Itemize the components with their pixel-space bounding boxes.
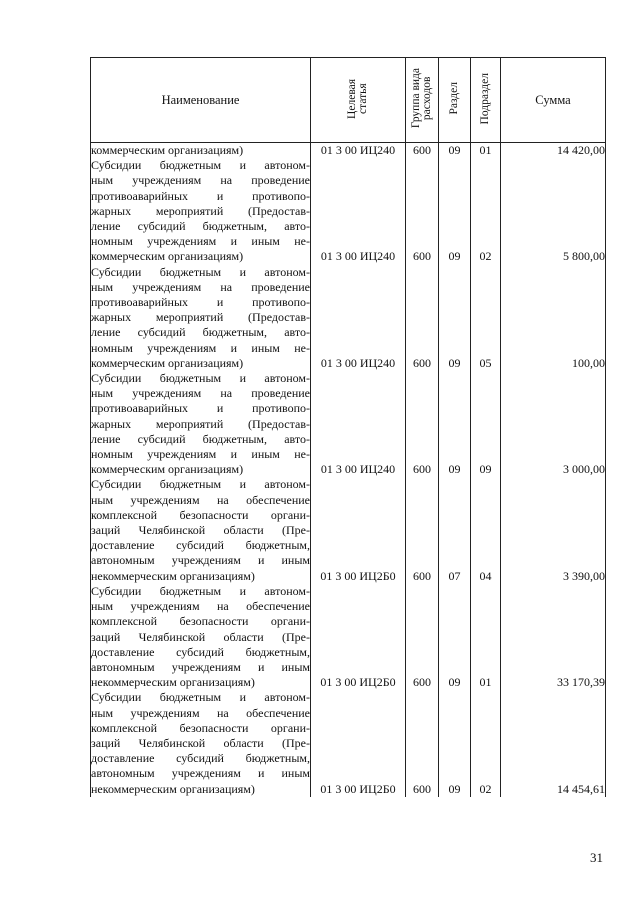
row-target-article: 01 3 00 ИЦ240 — [311, 158, 406, 264]
row-name-line: коммерческим организациям) — [91, 355, 244, 370]
header-target-article: Целевая статья — [346, 78, 369, 119]
row-expense-group: 600 — [406, 158, 439, 264]
row-name-line: автономным учреждениям и иным — [91, 659, 310, 674]
row-name-line: ление субсидий бюджетным, авто- — [91, 431, 310, 446]
table-row — [91, 584, 606, 690]
row-name — [91, 477, 311, 583]
row-name-line: Субсидии бюджетным и автоном- — [91, 264, 310, 279]
row-name-line: автономным учреждениям и иным — [91, 553, 310, 568]
row-subsection: 02 — [471, 690, 501, 796]
row-name-line: Субсидии бюджетным и автоном- — [91, 690, 310, 705]
row-name-line: доставление субсидий бюджетным, — [91, 538, 310, 553]
row-target-article: 01 3 00 ИЦ2Б0 — [311, 690, 406, 796]
header-name: Наименование — [91, 58, 311, 143]
row-name-line: Субсидии бюджетным и автоном- — [91, 477, 310, 492]
row-subsection: 02 — [471, 158, 501, 264]
table-row — [91, 143, 606, 159]
row-name-line: коммерческим организациям) — [91, 143, 244, 157]
row-name-line: коммерческим организациям) — [91, 249, 244, 264]
header-subsection-cell — [471, 58, 501, 143]
row-name-line: автономным учреждениям и иным — [91, 766, 310, 781]
row-name-line: жарных мероприятий (Предостав- — [91, 310, 310, 325]
row-name — [91, 584, 311, 690]
row-name-line: номным учреждениям и иным не- — [91, 340, 310, 355]
page-number: 31 — [590, 850, 603, 865]
row-subsection: 01 — [471, 143, 501, 159]
row-name-line: ным учреждениям на обеспечение — [91, 492, 310, 507]
row-expense-group: 600 — [406, 265, 439, 371]
header-subsection: Подраздел — [479, 72, 491, 125]
row-name-line: Субсидии бюджетным и автоном- — [91, 583, 310, 598]
row-sum: 14 420,00 — [501, 143, 606, 159]
row-name-line: ным учреждениям на проведение — [91, 173, 310, 188]
budget-table — [90, 57, 606, 797]
table-row — [91, 158, 606, 264]
row-name-line: ным учреждениям на проведение — [91, 279, 310, 294]
row-name-line: противоаварийных и противопо- — [91, 401, 310, 416]
table-row — [91, 477, 606, 583]
row-name-line: комплексной безопасности органи- — [91, 614, 310, 629]
row-name-line: доставление субсидий бюджетным, — [91, 644, 310, 659]
row-expense-group: 600 — [406, 143, 439, 159]
row-name-line: противоаварийных и противопо- — [91, 295, 310, 310]
row-name-line: ление субсидий бюджетным, авто- — [91, 219, 310, 234]
row-expense-group: 600 — [406, 584, 439, 690]
row-subsection: 05 — [471, 265, 501, 371]
row-name — [91, 265, 311, 371]
row-name-line: ным учреждениям на обеспечение — [91, 705, 310, 720]
row-expense-group: 600 — [406, 371, 439, 477]
row-section: 09 — [439, 265, 471, 371]
row-target-article: 01 3 00 ИЦ240 — [311, 371, 406, 477]
row-name-line: заций Челябинской области (Пре- — [91, 735, 310, 750]
row-name-line: заций Челябинской области (Пре- — [91, 523, 310, 538]
row-name-line: некоммерческим организациям) — [91, 568, 255, 583]
row-name-line: комплексной безопасности органи- — [91, 507, 310, 522]
row-section: 09 — [439, 584, 471, 690]
row-subsection: 04 — [471, 477, 501, 583]
row-subsection: 01 — [471, 584, 501, 690]
row-name-line: комплексной безопасности органи- — [91, 720, 310, 735]
row-name — [91, 371, 311, 477]
header-sum: Сумма — [501, 58, 606, 143]
row-name-line: некоммерческим организациям) — [91, 675, 255, 690]
table-row — [91, 265, 606, 371]
row-target-article: 01 3 00 ИЦ240 — [311, 143, 406, 159]
row-name-line: Субсидии бюджетным и автоном- — [91, 158, 310, 173]
table-row — [91, 690, 606, 796]
row-name-line: номным учреждениям и иным не- — [91, 234, 310, 249]
row-name-line: номным учреждениям и иным не- — [91, 447, 310, 462]
table-row — [91, 371, 606, 477]
row-sum: 100,00 — [501, 265, 606, 371]
row-sum: 5 800,00 — [501, 158, 606, 264]
row-name-line: жарных мероприятий (Предостав- — [91, 416, 310, 431]
row-name-line: ным учреждениям на проведение — [91, 386, 310, 401]
row-target-article: 01 3 00 ИЦ2Б0 — [311, 584, 406, 690]
row-sum: 33 170,39 — [501, 584, 606, 690]
row-sum: 14 454,61 — [501, 690, 606, 796]
row-name-line: Субсидии бюджетным и автоном- — [91, 371, 310, 386]
row-section: 07 — [439, 477, 471, 583]
header-expense-group: Группа вида расходов — [410, 68, 433, 129]
row-name-line: коммерческим организациям) — [91, 462, 244, 477]
row-name — [91, 690, 311, 796]
header-expense-group-cell — [406, 58, 439, 143]
row-target-article: 01 3 00 ИЦ240 — [311, 265, 406, 371]
table-body — [91, 143, 606, 797]
header-target-article-cell — [311, 58, 406, 143]
row-sum: 3 000,00 — [501, 371, 606, 477]
row-name — [91, 143, 311, 159]
header-section: Раздел — [448, 82, 460, 115]
row-expense-group: 600 — [406, 477, 439, 583]
row-section: 09 — [439, 371, 471, 477]
row-name-line: заций Челябинской области (Пре- — [91, 629, 310, 644]
row-expense-group: 600 — [406, 690, 439, 796]
row-section: 09 — [439, 143, 471, 159]
row-sum: 3 390,00 — [501, 477, 606, 583]
row-name-line: ление субсидий бюджетным, авто- — [91, 325, 310, 340]
row-name-line: некоммерческим организациям) — [91, 781, 255, 796]
row-name-line: ным учреждениям на обеспечение — [91, 599, 310, 614]
row-section: 09 — [439, 690, 471, 796]
row-name-line: доставление субсидий бюджетным, — [91, 751, 310, 766]
table-header — [91, 58, 606, 143]
row-subsection: 09 — [471, 371, 501, 477]
row-name — [91, 158, 311, 264]
row-name-line: противоаварийных и противопо- — [91, 188, 310, 203]
row-section: 09 — [439, 158, 471, 264]
header-section-cell — [439, 58, 471, 143]
row-name-line: жарных мероприятий (Предостав- — [91, 203, 310, 218]
row-target-article: 01 3 00 ИЦ2Б0 — [311, 477, 406, 583]
